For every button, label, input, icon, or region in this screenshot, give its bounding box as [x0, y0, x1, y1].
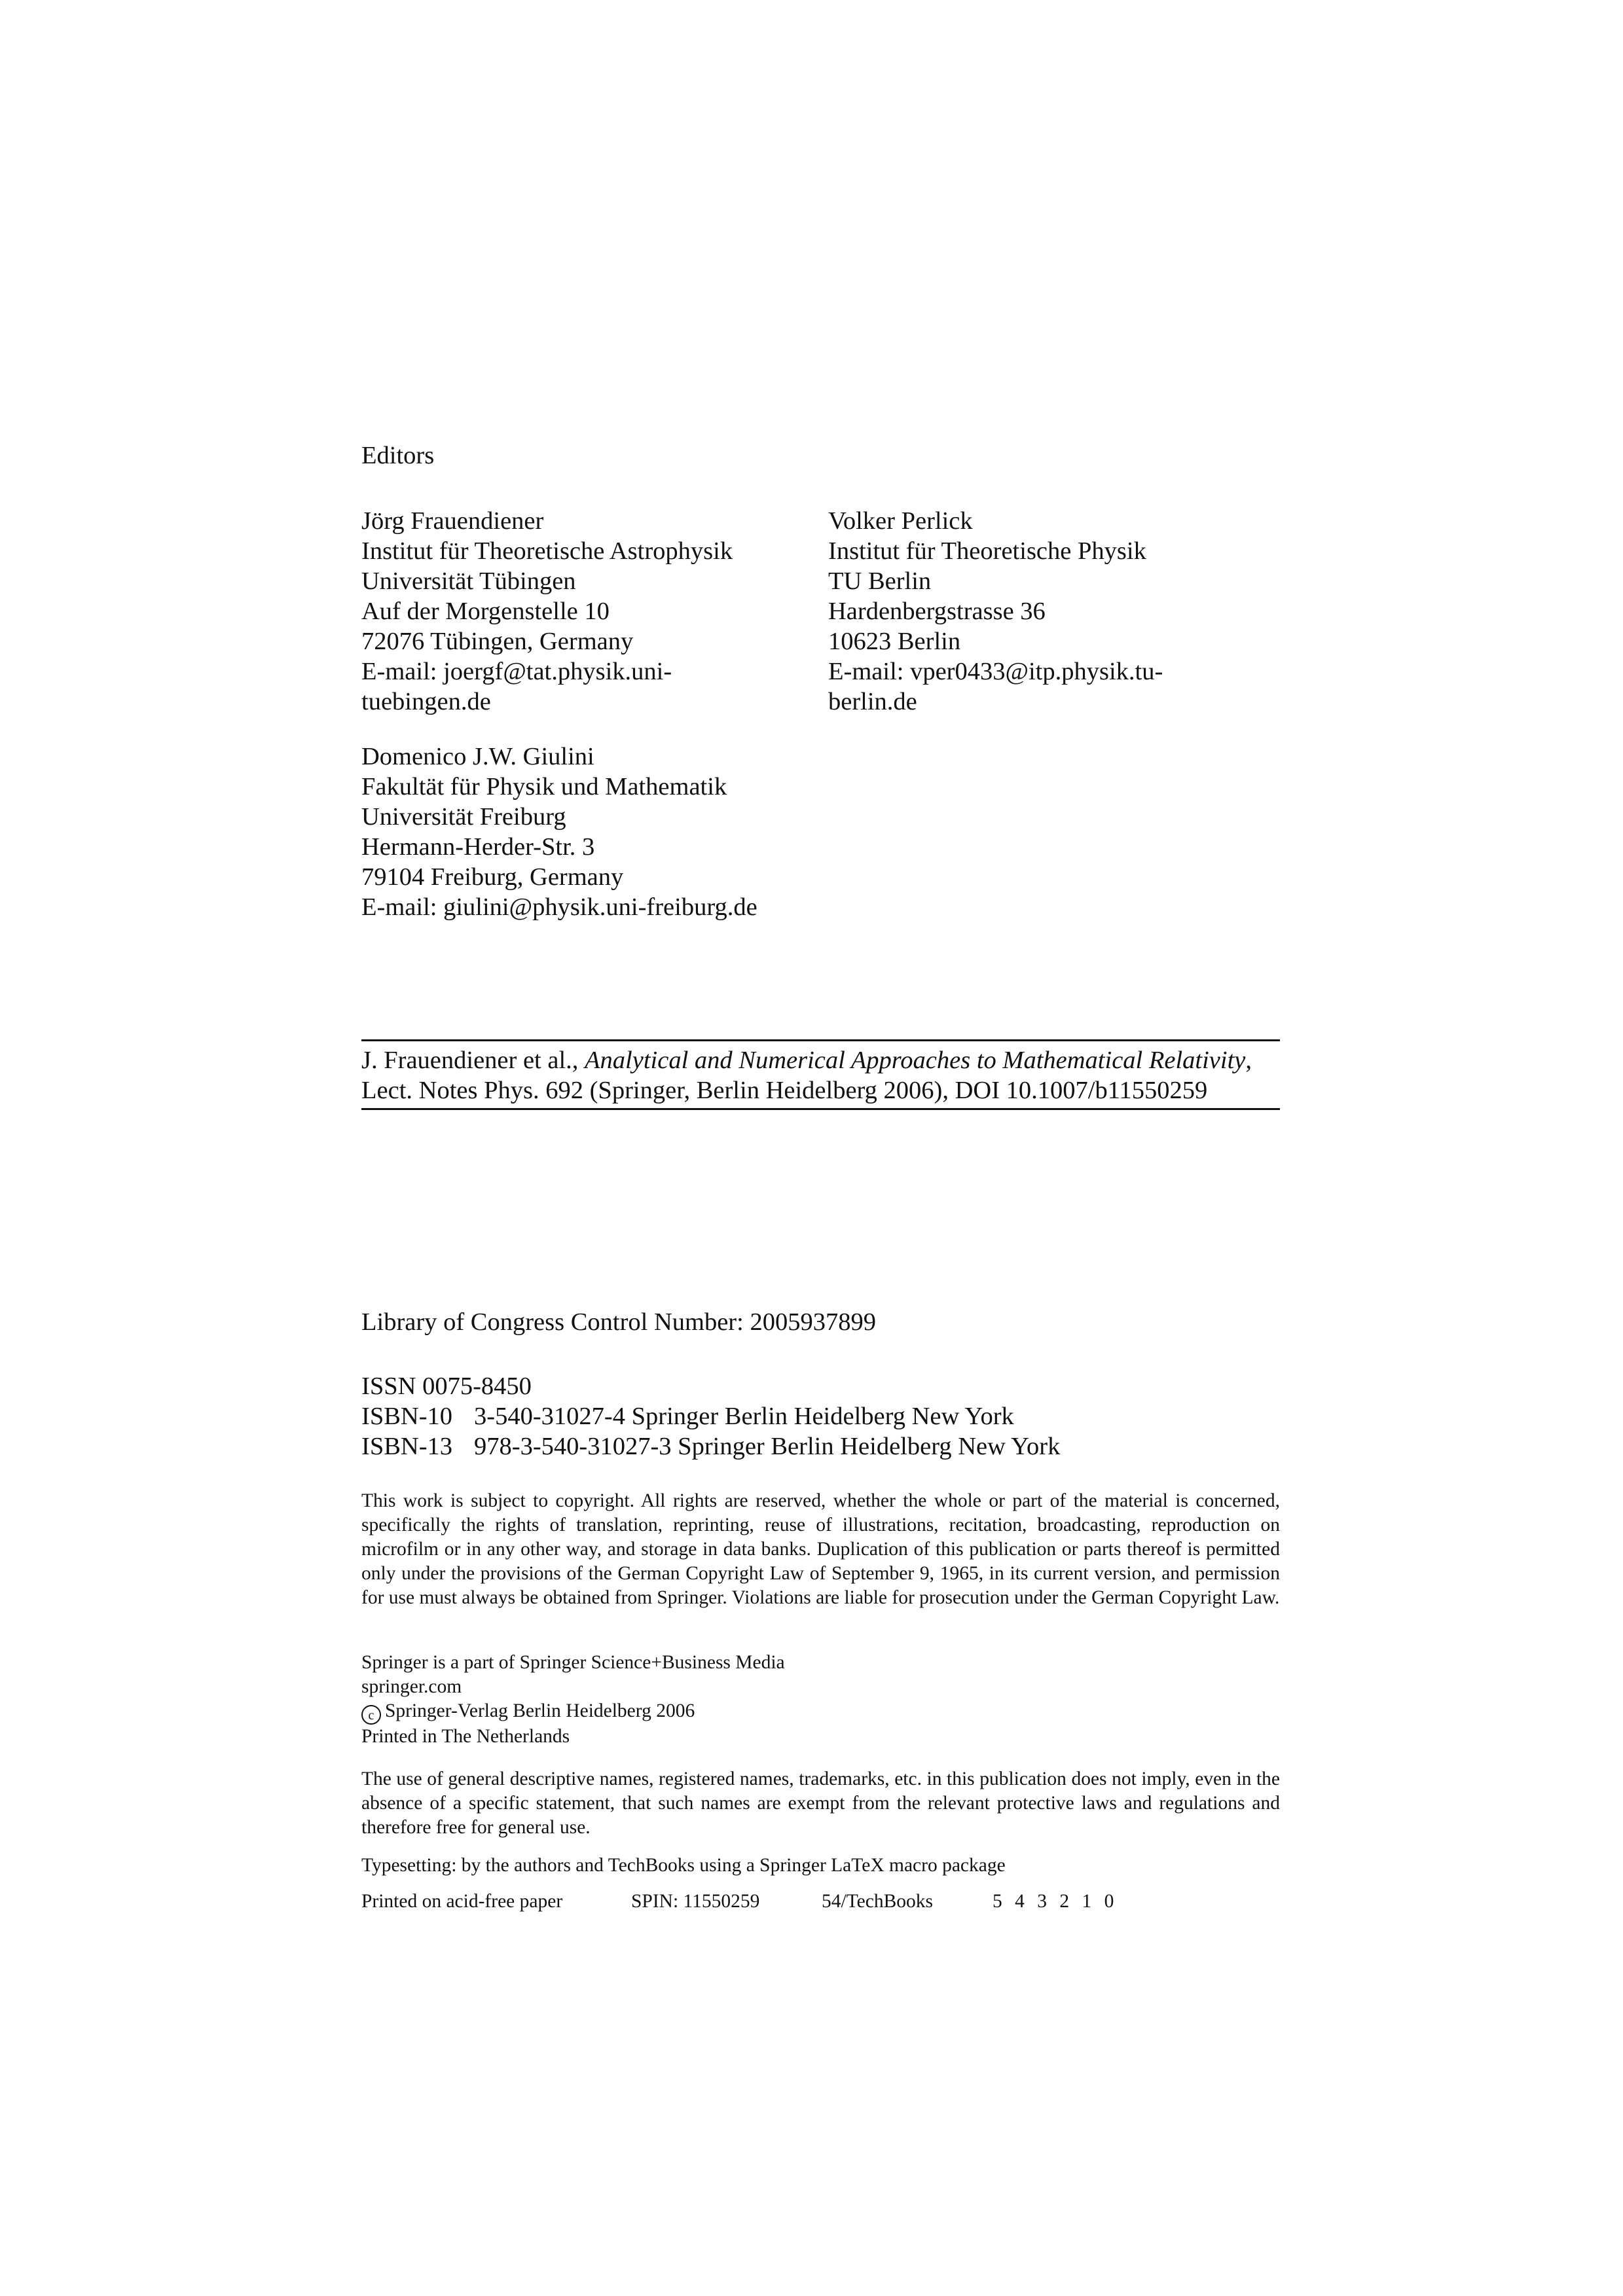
citation-box — [361, 1039, 1280, 1110]
copyright-icon: c — [361, 1705, 381, 1725]
editor-name: Jörg Frauendiener — [361, 507, 544, 535]
editor-frauendiener — [361, 506, 733, 717]
citation-line-1: J. Frauendiener et al., Analytical and Numerical Approaches to Mathematical Relativity, — [361, 1047, 1252, 1074]
springer-website: springer.com — [361, 1676, 462, 1697]
techbooks-code: 54/TechBooks — [822, 1891, 933, 1912]
lccn: Library of Congress Control Number: 2005937899 — [361, 1308, 876, 1336]
editor-perlick — [828, 506, 1163, 717]
citation-authors: J. Frauendiener et al., — [361, 1047, 579, 1074]
isbn-10-value: 3-540-31027-4 Springer Berlin Heidelberg New York — [474, 1403, 1014, 1430]
editor-address-line: Hardenbergstrasse 36 — [828, 598, 1046, 625]
isbn-13-value: 978-3-540-31027-3 Springer Berlin Heidelberg New York — [474, 1433, 1061, 1460]
springer-block — [361, 1651, 785, 1749]
copyright-notice: This work is subject to copyright. All rights are reserved, whether the whole or part of the material is concerned, specifically the rights of translation, reprinting, reuse of illustrations, recitation, broadcasting, reproduction on microfilm or in any other way, and storage in data banks. Duplication of this publication or parts thereof is permitted only under the provisions of the German Copyright Law of September 9, 1965, in its current version, and permission for use must always be obtained from Springer. Violations are liable for prosecution under the German Copyright Law. — [361, 1490, 1280, 1608]
print-run: 5 4 3 2 1 0 — [993, 1891, 1118, 1912]
trademark-notice: The use of general descriptive names, registered names, trademarks, etc. in this publication does not imply, even in the absence of a specific statement, that such names are exempt from the relevant protective laws and regulations and therefore free for general use. — [361, 1768, 1280, 1838]
copyright-line — [361, 1699, 785, 1725]
editor-address-line: 79104 Freiburg, Germany — [361, 863, 624, 891]
editor-address-line: Institut für Theoretische Astrophysik — [361, 537, 733, 565]
editor-email-continued: berlin.de — [828, 688, 917, 715]
copyright-holder: Springer-Verlag Berlin Heidelberg 2006 — [385, 1700, 695, 1721]
editor-address-line: Auf der Morgenstelle 10 — [361, 598, 610, 625]
acid-free-paper: Printed on acid-free paper — [361, 1891, 563, 1912]
isbn-10-label: ISBN-10 — [361, 1403, 453, 1430]
editor-giulini — [361, 742, 757, 922]
editor-address-line: Fakultät für Physik und Mathematik — [361, 773, 727, 800]
editor-name: Volker Perlick — [828, 507, 973, 535]
citation-title: Analytical and Numerical Approaches to Mathematical Relativity — [585, 1047, 1246, 1074]
spin-number: SPIN: 11550259 — [631, 1891, 760, 1912]
editor-address-line: Universität Freiburg — [361, 803, 566, 831]
editor-email: E-mail: giulini@physik.uni-freiburg.de — [361, 893, 757, 921]
isbn-13-label: ISBN-13 — [361, 1433, 453, 1460]
editor-address-line: Universität Tübingen — [361, 567, 576, 595]
editor-address-line: Institut für Theoretische Physik — [828, 537, 1146, 565]
editor-address-line: 72076 Tübingen, Germany — [361, 628, 634, 655]
editors-heading: Editors — [361, 442, 435, 469]
print-footer — [361, 1890, 1118, 1914]
editor-email: E-mail: vper0433@itp.physik.tu- — [828, 658, 1163, 685]
isbn-13 — [361, 1431, 1060, 1462]
isbn-10 — [361, 1401, 1060, 1431]
editor-email-continued: tuebingen.de — [361, 688, 491, 715]
editor-name: Domenico J.W. Giulini — [361, 743, 594, 770]
printed-in: Printed in The Netherlands — [361, 1726, 570, 1747]
springer-part-of: Springer is a part of Springer Science+Business Media — [361, 1652, 785, 1673]
editor-email: E-mail: joergf@tat.physik.uni- — [361, 658, 672, 685]
typesetting-note: Typesetting: by the authors and TechBooks using a Springer LaTeX macro package — [361, 1855, 1006, 1876]
issn-isbn-block — [361, 1371, 1060, 1462]
issn: ISSN 0075-8450 — [361, 1372, 532, 1400]
citation-line-2: Lect. Notes Phys. 692 (Springer, Berlin Heidelberg 2006), DOI 10.1007/b11550259 — [361, 1077, 1208, 1104]
editor-address-line: TU Berlin — [828, 567, 932, 595]
editor-address-line: 10623 Berlin — [828, 628, 961, 655]
editor-address-line: Hermann-Herder-Str. 3 — [361, 833, 595, 861]
